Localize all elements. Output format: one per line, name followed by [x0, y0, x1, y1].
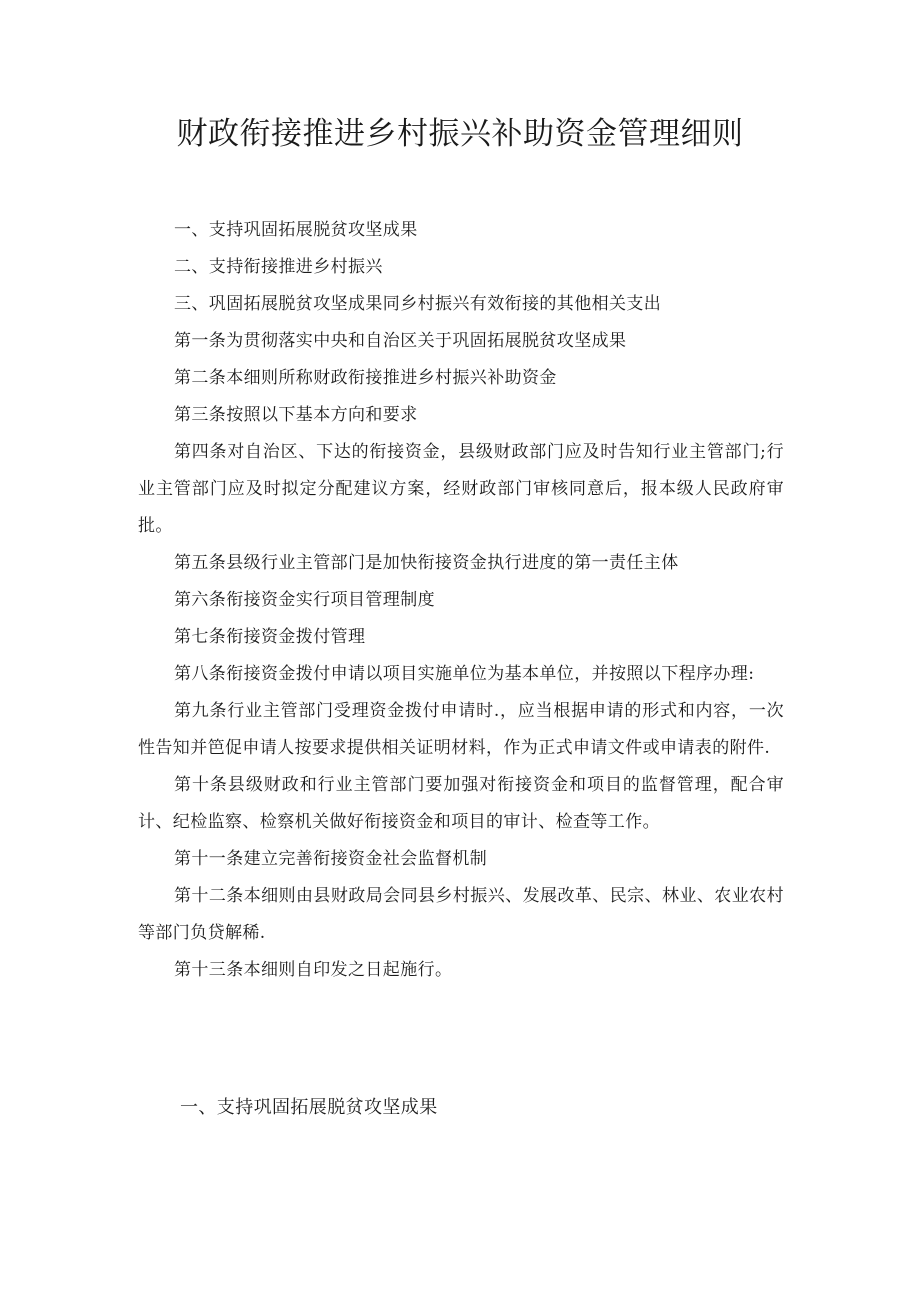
article-6: 第六条衔接资金实行项目管理制度 [174, 590, 435, 610]
article-13: 第十三条本细则自印发之日起施行。 [174, 960, 453, 980]
article-1: 第一条为贯彻落实中央和自治区关于巩固拓展脱贫攻坚成果 [174, 331, 627, 351]
article-12: 第十二条本细则由县财政局会同县乡村振兴、发展改革、民宗、林业、农业农村等部门负贷解稀. [138, 886, 784, 943]
article-10: 第十条县级财政和行业主管部门要加强对衔接资金和项目的监督管理，配合审计、纪检监察、检察机关做好衔接资金和项目的审计、检查等工作。 [138, 775, 784, 832]
article-11: 第十一条建立完善衔接资金社会监督机制 [174, 849, 488, 869]
heading-item-2: 二、支持衔接推进乡村振兴 [174, 257, 383, 277]
document-body [138, 212, 784, 989]
section-heading: 一、支持巩固拓展脱贫攻坚成果 [180, 1097, 438, 1118]
article-3: 第三条按照以下基本方向和要求 [174, 405, 418, 425]
heading-item-3: 三、巩固拓展脱贫攻坚成果同乡村振兴有效衔接的其他相关支出 [174, 294, 662, 314]
article-2: 第二条本细则所称财政衔接推进乡村振兴补助资金 [174, 368, 557, 388]
heading-item-1: 一、支持巩固拓展脱贫攻坚成果 [174, 220, 418, 240]
article-7: 第七条衔接资金拨付管理 [174, 627, 366, 647]
article-4: 第四条对自治区、下达的衔接资金，县级财政部门应及时告知行业主管部门;行业主管部门应及时拟定分配建议方案，经财政部门审核同意后，报本级人民政府审批。 [138, 442, 784, 536]
article-5: 第五条县级行业主管部门是加快衔接资金执行进度的第一责任主体 [174, 553, 679, 573]
document-title: 财政衔接推进乡村振兴补助资金管理细则 [176, 116, 744, 152]
article-9: 第九条行业主管部门受理资金拨付申请时.，应当根据申请的形式和内容，一次性告知并笆促申请人按要求提供相关证明材料，作为正式申请文件或申请表的附件. [138, 701, 784, 758]
article-8: 第八条衔接资金拨付申请以项目实施单位为基本单位，并按照以下程序办理: [174, 664, 755, 684]
